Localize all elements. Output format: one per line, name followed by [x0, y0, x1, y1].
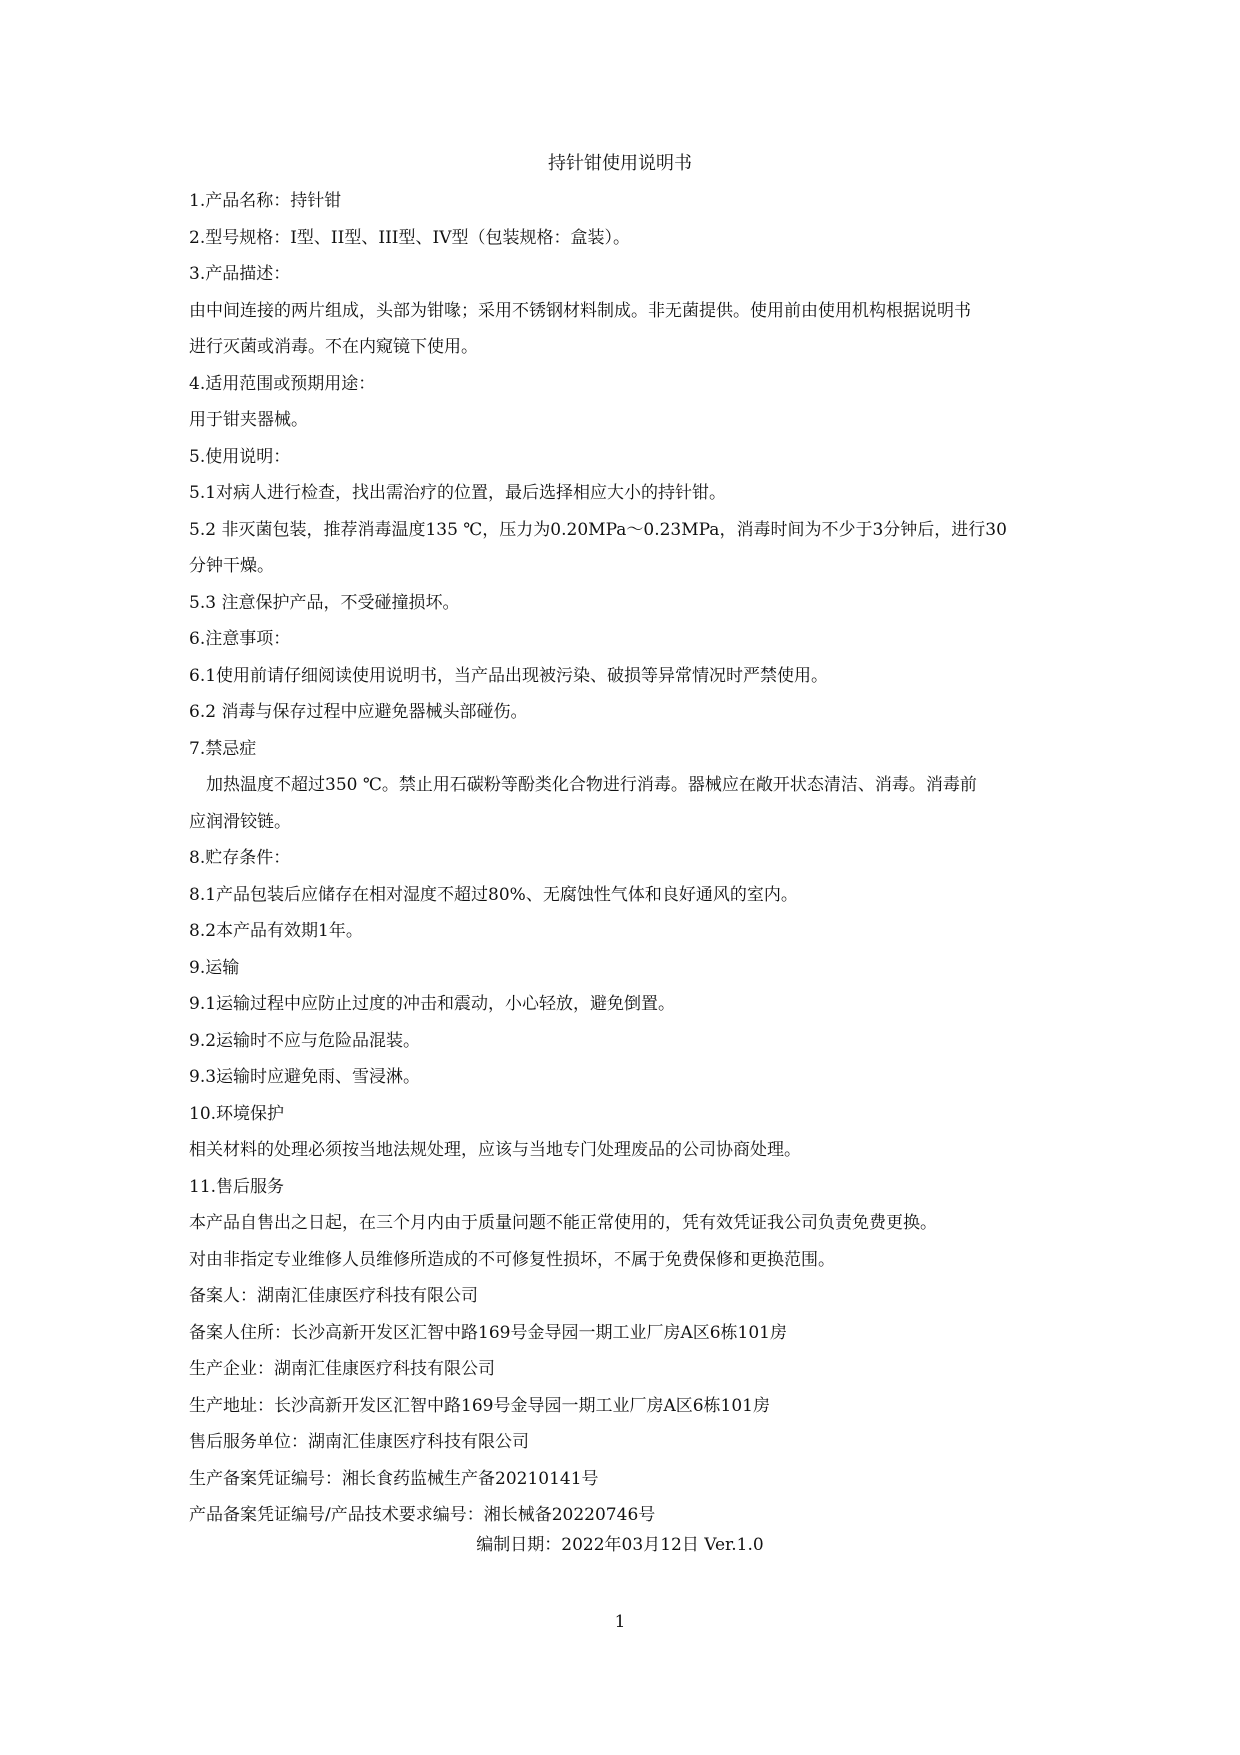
body-text-line: 5.3 注意保护产品，不受碰撞损坏。 [189, 592, 460, 613]
section-heading: 11.售后服务 [189, 1176, 285, 1197]
section-heading: 7.禁忌症 [189, 738, 257, 759]
manufacturer-address-line: 生产地址：长沙高新开发区汇智中路169号金导园一期工业厂房A区6栋101房 [189, 1395, 770, 1416]
section-heading: 9.运输 [189, 957, 240, 978]
body-text-line: 加热温度不超过350 ℃。禁止用石碳粉等酚类化合物进行消毒。器械应在敞开状态清洁、消毒。消毒前 [206, 775, 977, 795]
body-text-line: 6.1使用前请仔细阅读使用说明书，当产品出现被污染、破损等异常情况时严禁使用。 [189, 665, 829, 686]
production-certificate-line: 生产备案凭证编号：湘长食药监械生产备20210141号 [189, 1468, 599, 1489]
body-text-line: 进行灭菌或消毒。不在内窥镜下使用。 [189, 337, 478, 357]
registrant-line: 备案人：湖南汇佳康医疗科技有限公司 [189, 1286, 478, 1306]
body-text-line: 应润滑铰链。 [189, 811, 291, 832]
page-number: 1 [614, 1612, 626, 1632]
body-text-line: 9.2运输时不应与危险品混装。 [189, 1030, 421, 1051]
body-text-line: 6.2 消毒与保存过程中应避免器械头部碰伤。 [189, 702, 528, 722]
body-text-line: 9.1运输过程中应防止过度的冲击和震动，小心轻放，避免倒置。 [189, 994, 676, 1014]
document-title: 持针钳使用说明书 [548, 153, 692, 174]
product-certificate-line: 产品备案凭证编号/产品技术要求编号：湘长械备20220746号 [189, 1505, 656, 1525]
section-heading: 8.贮存条件： [189, 848, 291, 868]
body-text-line: 由中间连接的两片组成，头部为钳喙；采用不锈钢材料制成。非无菌提供。使用前由使用机构根据说明书 [189, 300, 971, 321]
body-text-line: 5.1对病人进行检查，找出需治疗的位置，最后选择相应大小的持针钳。 [189, 483, 727, 503]
after-sales-unit-line: 售后服务单位：湖南汇佳康医疗科技有限公司 [189, 1432, 529, 1452]
registrant-address-line: 备案人住所：长沙高新开发区汇智中路169号金导园一期工业厂房A区6栋101房 [189, 1322, 787, 1343]
section-heading: 10.环境保护 [189, 1103, 285, 1124]
product-name-line: 1.产品名称：持针钳 [189, 191, 342, 211]
body-text-line: 8.2本产品有效期1年。 [189, 921, 363, 941]
body-text-line: 5.2 非灭菌包装，推荐消毒温度135 ℃，压力为0.20MPa～0.23MPa，消毒时间为不少于3分钟后，进行30 [189, 519, 1007, 540]
body-text-line: 相关材料的处理必须按当地法规处理，应该与当地专门处理废品的公司协商处理。 [189, 1140, 801, 1160]
body-text-line: 分钟干燥。 [189, 556, 274, 576]
body-text-line: 本产品自售出之日起，在三个月内由于质量问题不能正常使用的，凭有效凭证我公司负责免费更换。 [189, 1213, 937, 1233]
document-body [189, 183, 1069, 1534]
section-heading: 3.产品描述： [189, 264, 291, 284]
body-text-line: 9.3运输时应避免雨、雪浸淋。 [189, 1067, 421, 1087]
section-heading: 6.注意事项： [189, 629, 291, 649]
body-text-line: 8.1产品包装后应储存在相对湿度不超过80%、无腐蚀性气体和良好通风的室内。 [189, 884, 798, 905]
body-text-line: 对由非指定专业维修人员维修所造成的不可修复性损坏，不属于免费保修和更换范围。 [189, 1249, 835, 1270]
body-text-line: 用于钳夹器械。 [189, 410, 308, 430]
compilation-date: 编制日期：2022年03月12日 Ver.1.0 [476, 1535, 764, 1555]
manufacturer-line: 生产企业：湖南汇佳康医疗科技有限公司 [189, 1359, 495, 1379]
section-heading: 4.适用范围或预期用途： [189, 373, 376, 394]
model-spec-line: 2.型号规格：I型、II型、III型、IV型（包装规格：盒装）。 [189, 227, 631, 248]
section-heading: 5.使用说明： [189, 446, 291, 467]
